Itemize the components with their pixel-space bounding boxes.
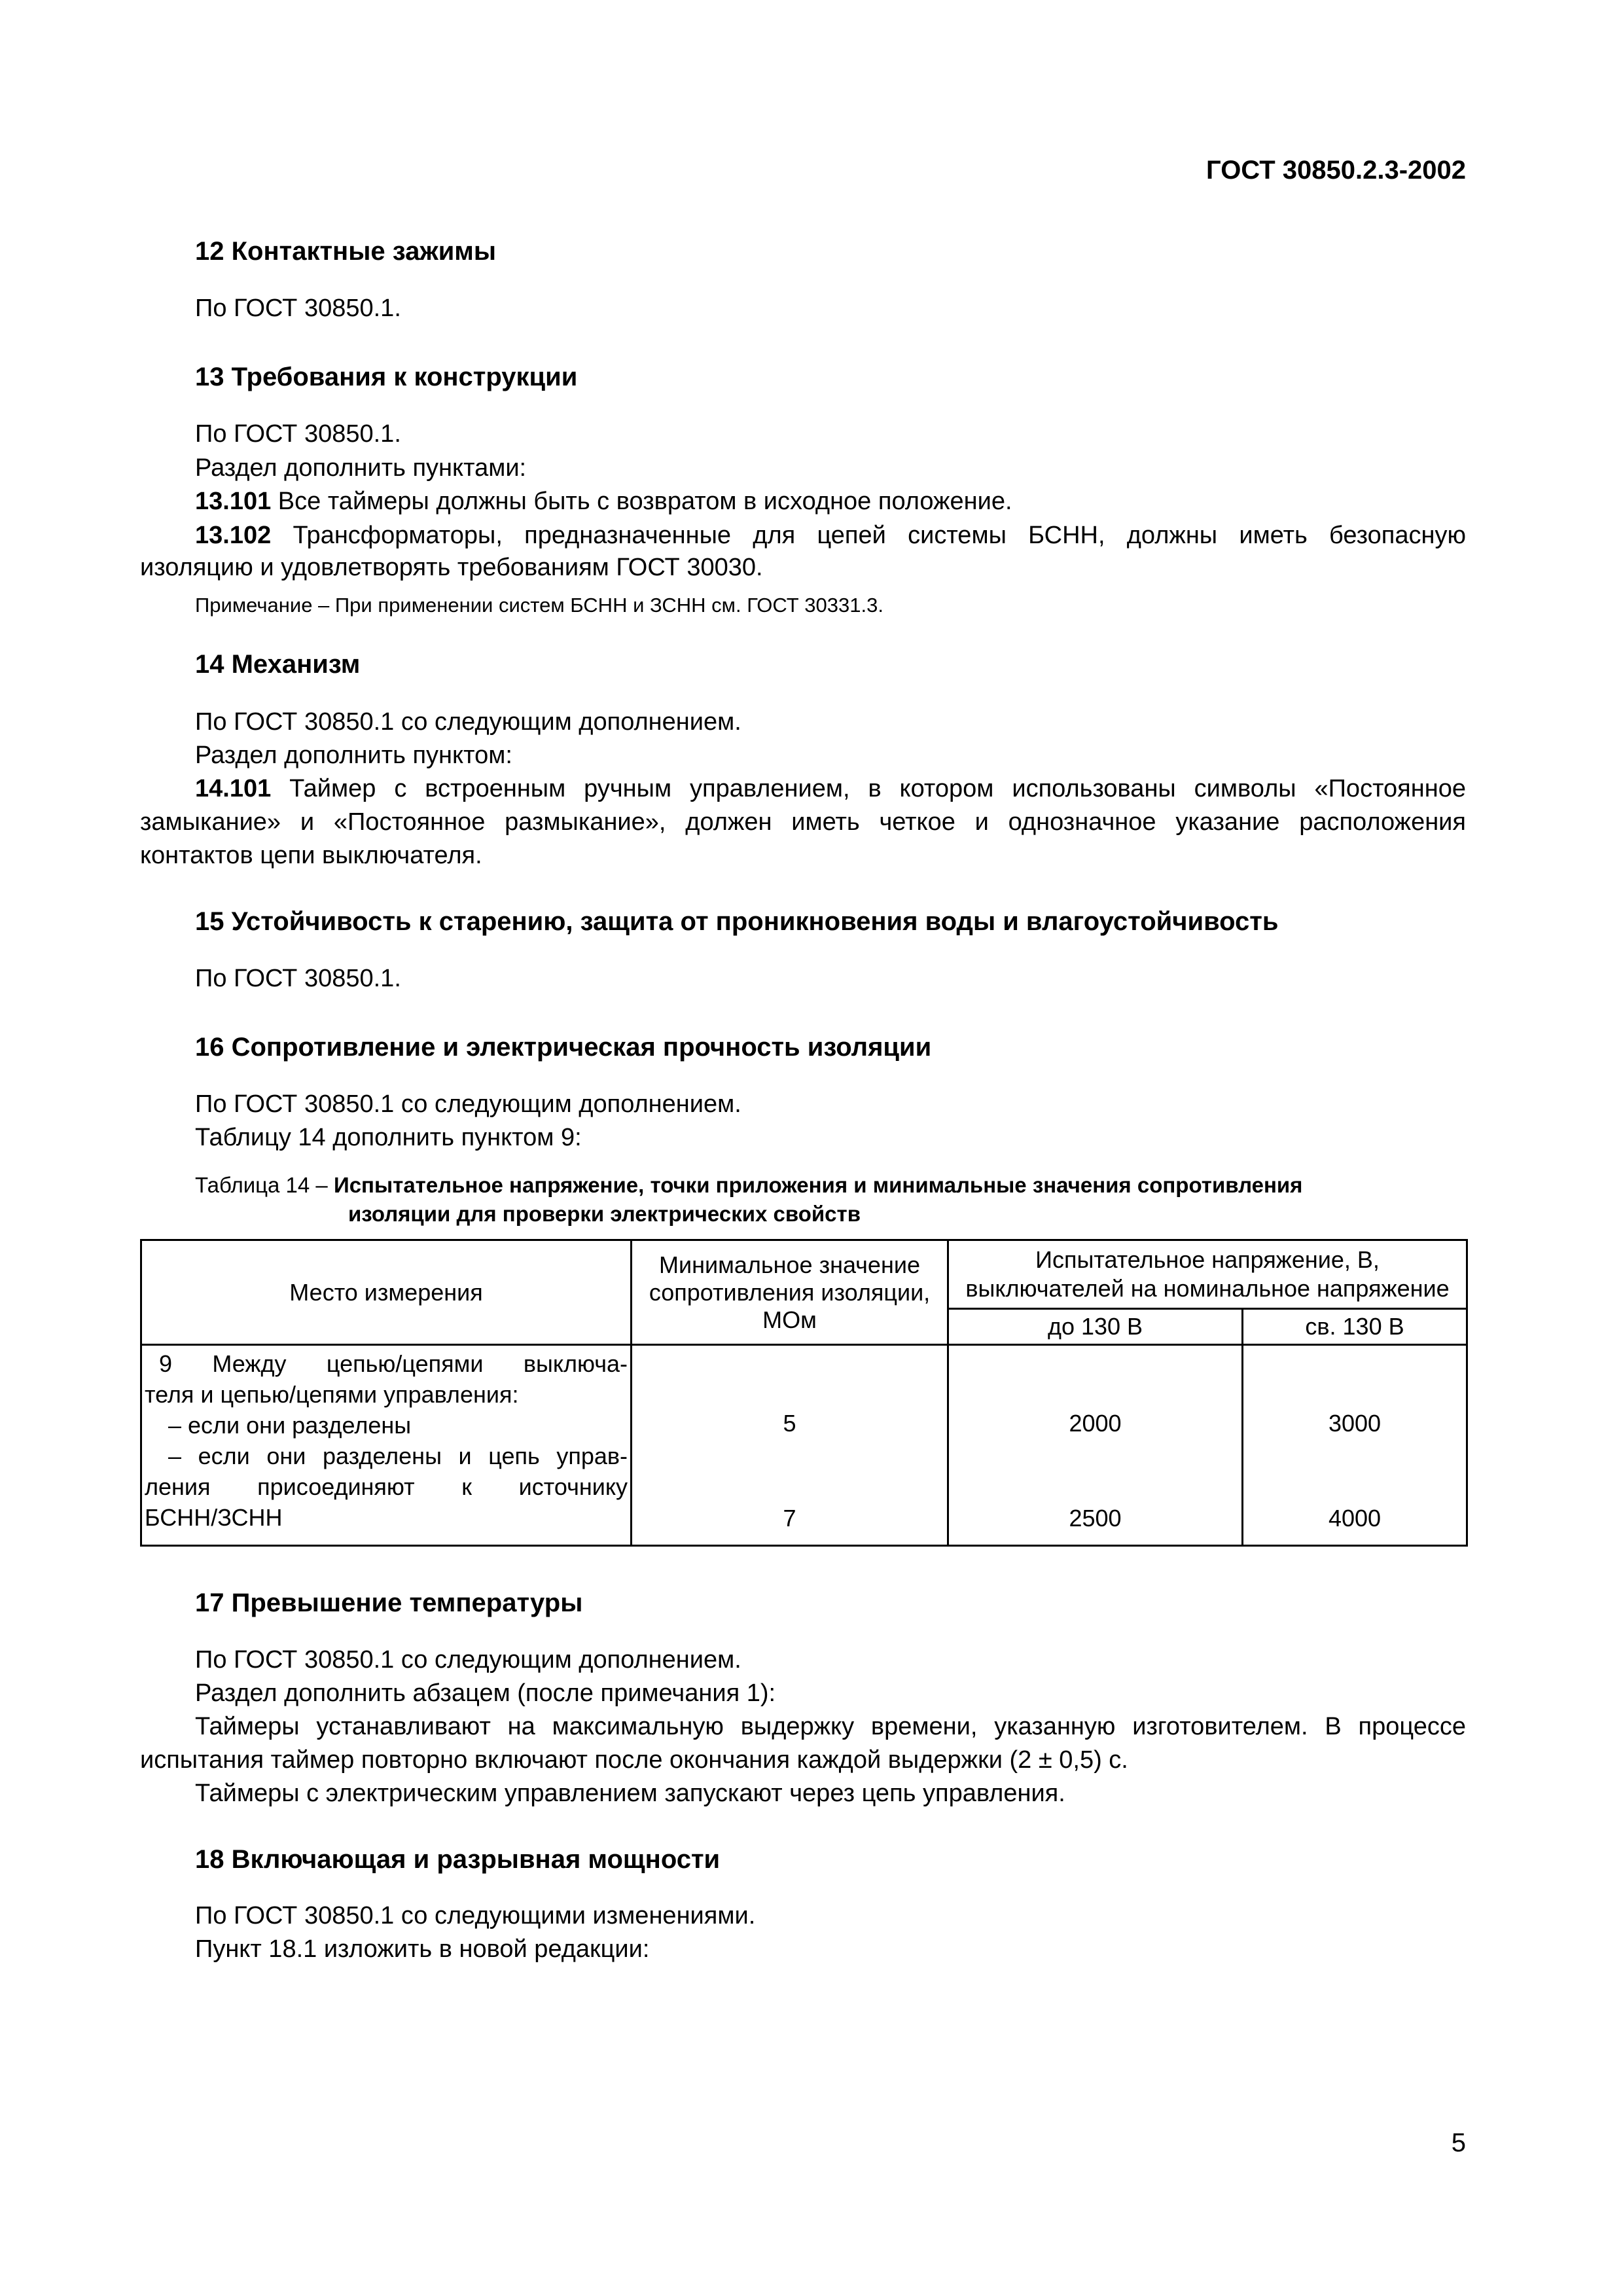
page-number: 5	[1451, 2128, 1466, 2157]
section-15-heading: 15 Устойчивость к старению, защита от проникновения воды и влагоустойчивость	[195, 907, 1279, 936]
clause-number: 13.102	[195, 522, 272, 549]
col-header-min-resistance-l1: Минимальное значение	[659, 1251, 920, 1278]
section-18-heading: 18 Включающая и разрывная мощности	[195, 1845, 721, 1874]
section-17-text-3-line-2: испытания таймер повторно включают после окончания каждой выдержки (2 ± 0,5) с.	[140, 1746, 1128, 1774]
clause-text: Все таймеры должны быть с возвратом в исходное положение.	[271, 488, 1012, 515]
section-18-text-2: Пункт 18.1 изложить в новой редакции:	[195, 1935, 650, 1963]
table-cell-min-resistance	[632, 1345, 948, 1546]
row-line-4: – если они разделены и цепь управ-	[168, 1443, 628, 1469]
section-14-text-1: По ГОСТ 30850.1 со следующим дополнением.	[195, 708, 741, 736]
row-line-3: – если они разделены	[168, 1412, 412, 1439]
row-line-1: 9 Между цепью/цепями выключа-	[159, 1350, 628, 1377]
sub-header-over-130: св. 130 В	[1243, 1309, 1467, 1345]
section-13-note: Примечание – При применении систем БСНН и ЗСНН см. ГОСТ 30331.3.	[195, 594, 883, 617]
clause-13-101	[195, 488, 1012, 516]
table-cell-voltage-up-to-130	[948, 1345, 1243, 1546]
voltage-over-130-value-2: 4000	[1328, 1505, 1382, 1532]
table-caption-prefix: Таблица 14 –	[195, 1173, 334, 1197]
min-resistance-value-2: 7	[783, 1505, 796, 1532]
section-12-text: По ГОСТ 30850.1.	[195, 295, 401, 322]
clause-14-101-line-1	[140, 775, 1466, 803]
section-16-text-1: По ГОСТ 30850.1 со следующим дополнением.	[195, 1090, 741, 1118]
voltage-up-to-130-value-1: 2000	[1069, 1410, 1122, 1437]
col-header-test-voltage-l1: Испытательное напряжение, В,	[1035, 1246, 1380, 1273]
row-line-5: ления присоединяют к источнику	[145, 1473, 628, 1500]
clause-13-102-line-1	[140, 522, 1466, 550]
col-header-test-voltage	[948, 1240, 1467, 1309]
table-row-location	[141, 1345, 632, 1546]
section-14-text-2: Раздел дополнить пунктом:	[195, 742, 512, 769]
section-13-heading: 13 Требования к конструкции	[195, 363, 578, 391]
table-caption-title-cont: изоляции для проверки электрических свойств	[348, 1202, 861, 1226]
section-17-text-4: Таймеры с электрическим управлением запускают через цепь управления.	[195, 1780, 1065, 1807]
section-16-heading: 16 Сопротивление и электрическая прочность изоляции	[195, 1033, 932, 1062]
clause-14-101-line-2: замыкание» и «Постоянное размыкание», должен иметь четкое и однозначное указание расположения	[140, 808, 1466, 836]
section-17-text-3-content: Таймеры устанавливают на максимальную выдержку времени, указанную изготовителем. В процессе	[195, 1713, 1466, 1740]
sub-header-up-to-130: до 130 В	[948, 1309, 1243, 1345]
section-15-text: По ГОСТ 30850.1.	[195, 965, 401, 992]
table-cell-voltage-over-130	[1243, 1345, 1467, 1546]
clause-text: Таймер с встроенным ручным управлением, в котором использованы символы «Постоянное	[271, 775, 1466, 802]
col-header-min-resistance	[632, 1240, 948, 1345]
table-14	[140, 1239, 1468, 1547]
section-14-heading: 14 Механизм	[195, 650, 361, 679]
col-header-min-resistance-l3: МОм	[762, 1306, 817, 1333]
section-16-text-2: Таблицу 14 дополнить пунктом 9:	[195, 1124, 582, 1151]
section-12-heading: 12 Контактные зажимы	[195, 237, 497, 266]
section-18-text-1: По ГОСТ 30850.1 со следующими изменениями.	[195, 1902, 756, 1929]
col-header-test-voltage-l2: выключателей на номинальное напряжение	[965, 1275, 1450, 1302]
section-17-text-3-line-1	[140, 1713, 1466, 1741]
clause-13-102-line-2: изоляцию и удовлетворять требованиям ГОСТ 30030.	[140, 554, 763, 581]
clause-14-101-line-3: контактов цепи выключателя.	[140, 842, 482, 869]
table-caption-title: Испытательное напряжение, точки приложения и минимальные значения сопротивления	[333, 1173, 1303, 1197]
clause-text: Трансформаторы, предназначенные для цепей системы БСНН, должны иметь безопасную	[271, 522, 1466, 549]
section-17-text-1: По ГОСТ 30850.1 со следующим дополнением.	[195, 1646, 741, 1674]
row-line-2: теля и цепью/цепями управления:	[145, 1381, 519, 1408]
section-17-heading: 17 Превышение температуры	[195, 1588, 583, 1617]
section-13-text-1: По ГОСТ 30850.1.	[195, 420, 401, 448]
min-resistance-value-1: 5	[783, 1410, 796, 1437]
section-13-text-2: Раздел дополнить пунктами:	[195, 454, 527, 482]
row-line-6: БСНН/ЗСНН	[145, 1504, 283, 1531]
col-header-min-resistance-l2: сопротивления изоляции,	[649, 1278, 931, 1306]
clause-number: 13.101	[195, 488, 272, 515]
table-caption-line-1	[195, 1173, 1302, 1198]
document-code: ГОСТ 30850.2.3-2002	[1206, 156, 1466, 185]
clause-number: 14.101	[195, 775, 272, 802]
section-17-text-2: Раздел дополнить абзацем (после примечания 1):	[195, 1679, 776, 1707]
voltage-over-130-value-1: 3000	[1328, 1410, 1382, 1437]
table-caption-line-2	[348, 1202, 861, 1227]
col-header-location: Место измерения	[141, 1240, 632, 1345]
voltage-up-to-130-value-2: 2500	[1069, 1505, 1122, 1532]
